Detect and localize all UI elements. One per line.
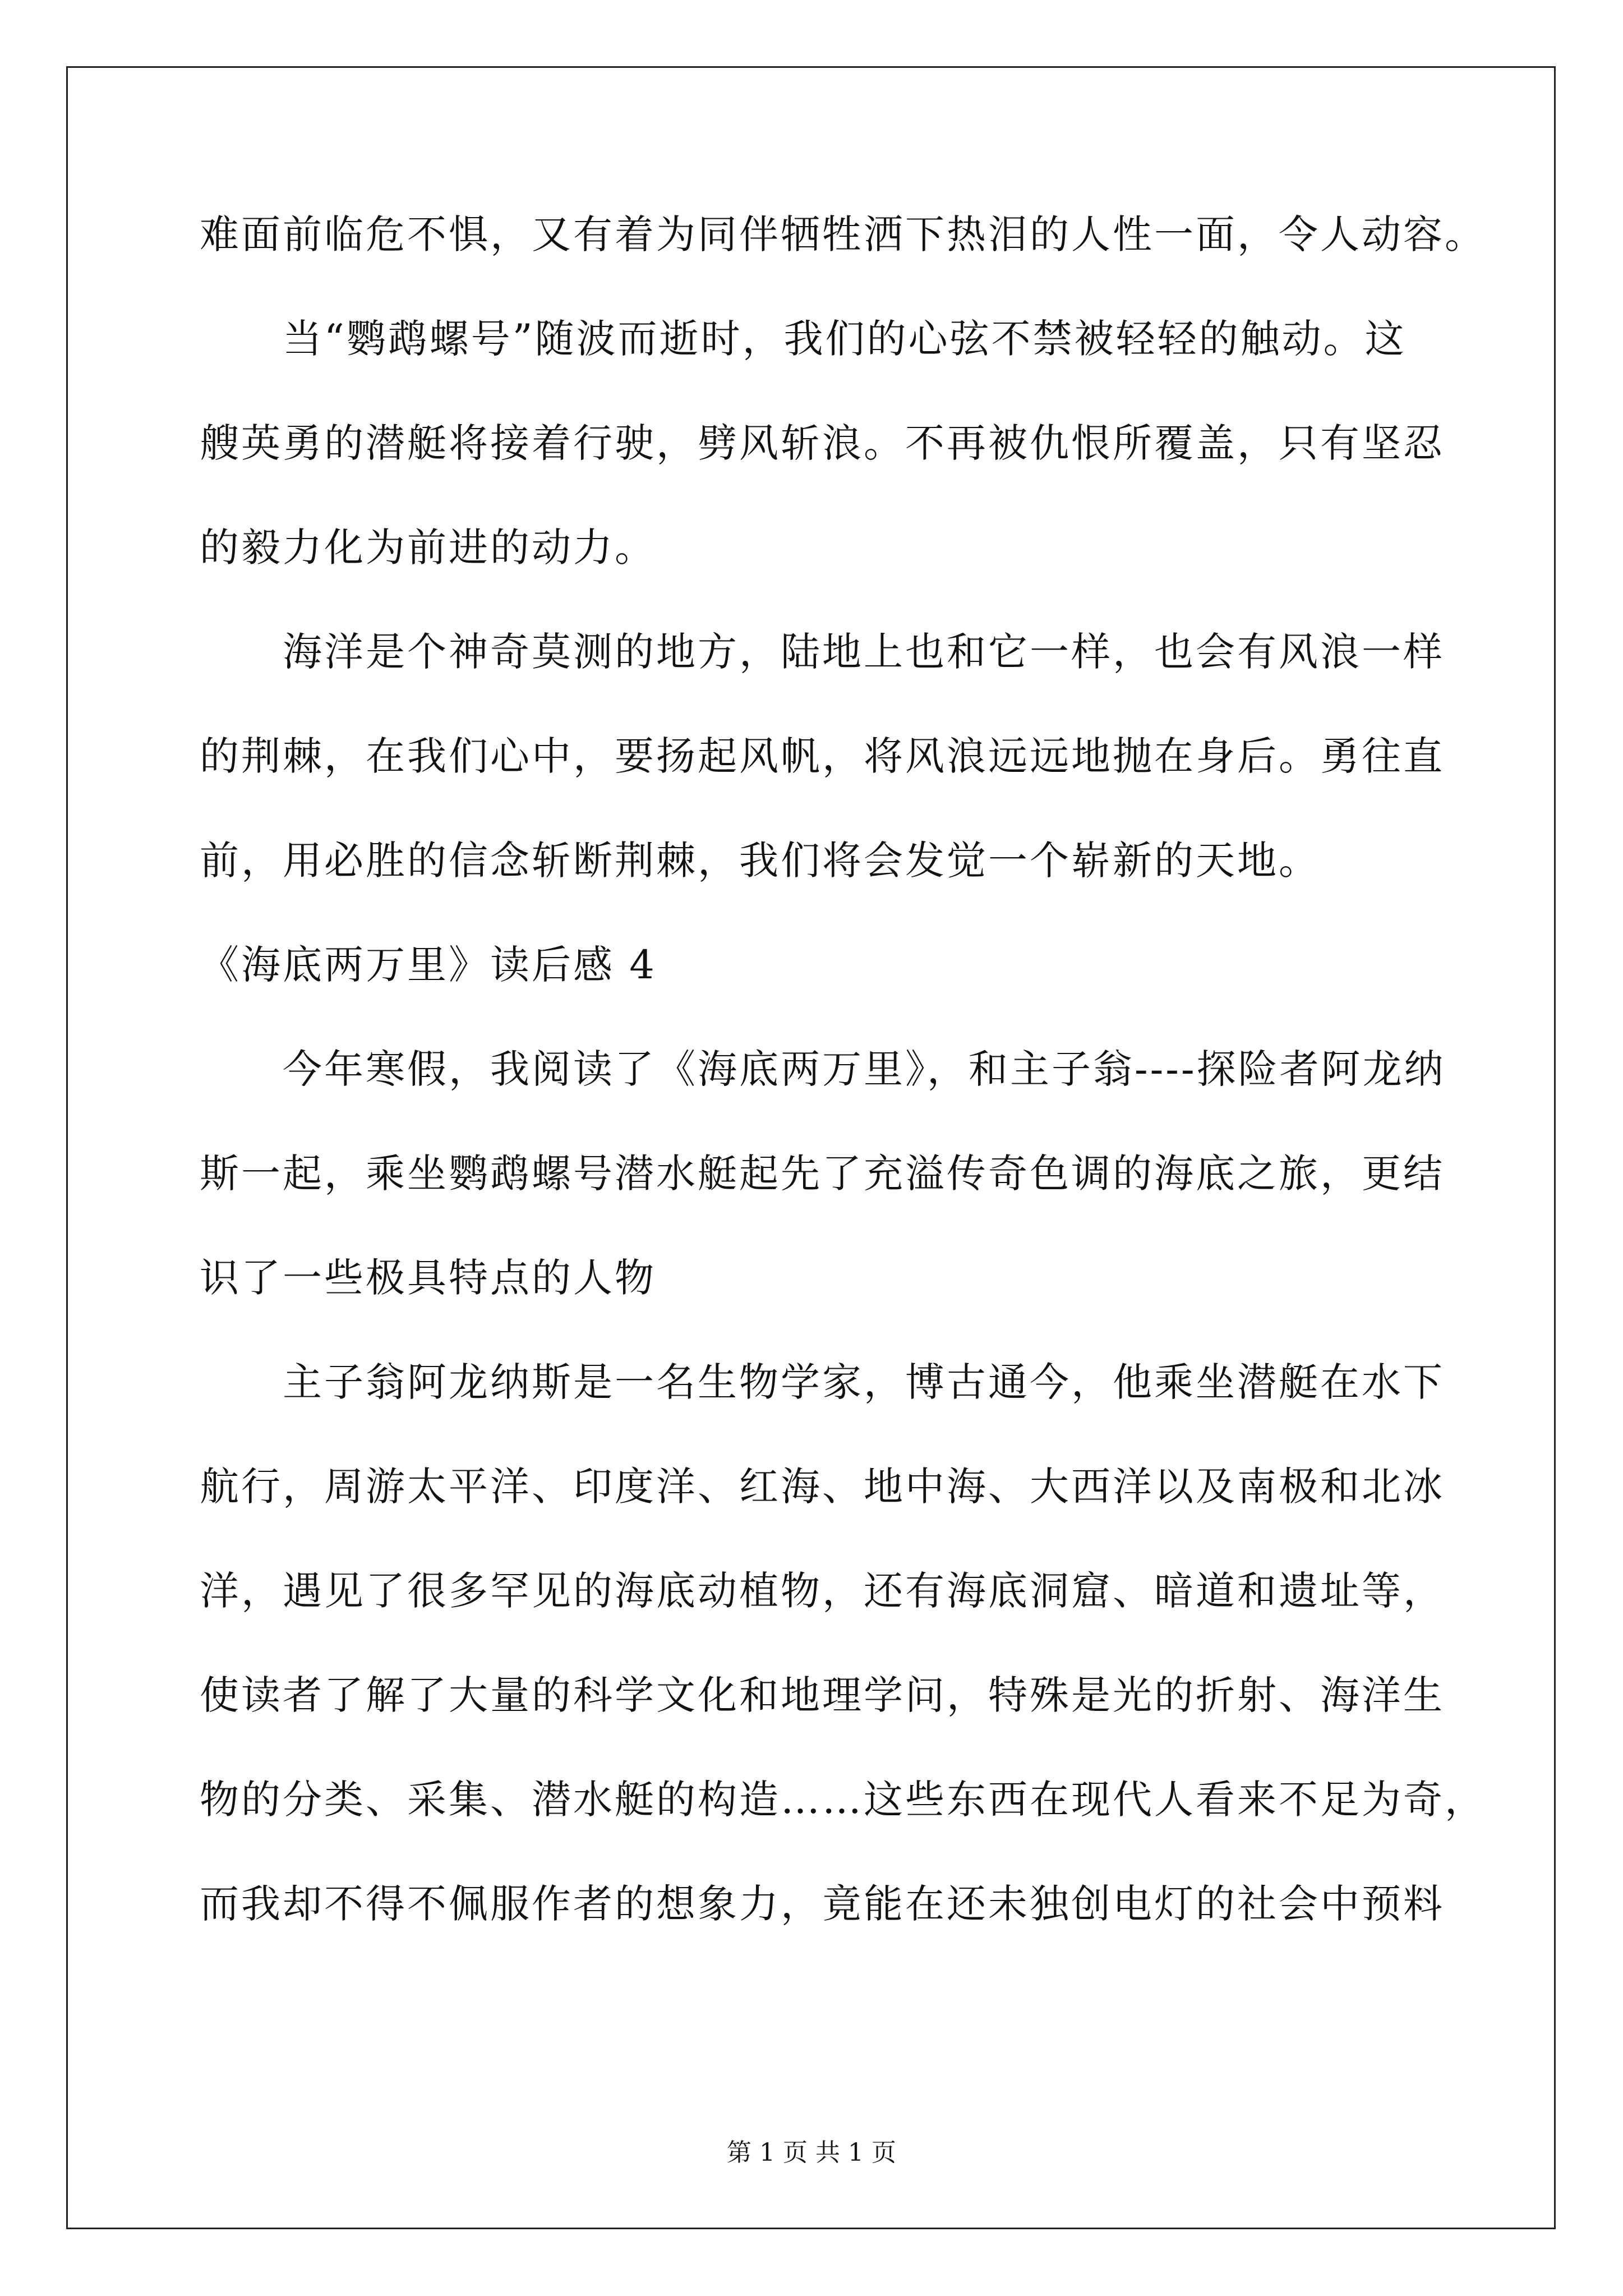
text-line: 而我却不得不佩服作者的想象力，竟能在还未独创电灯的社会中预料 (200, 1881, 1445, 1927)
text-line: 今年寒假，我阅读了《海底两万里》，和主子翁----探险者阿龙纳 (283, 1046, 1446, 1092)
text-line: 主子翁阿龙纳斯是一名生物学家，博古通今，他乘坐潜艇在水下 (283, 1359, 1445, 1405)
text-line: 物的分类、采集、潜水艇的构造……这些东西在现代人看来不足为奇， (200, 1777, 1486, 1823)
page-footer: 第 1 页 共 1 页 (727, 2138, 896, 2167)
text-line: 前，用必胜的信念斩断荆棘，我们将会发觉一个崭新的天地。 (200, 838, 1320, 884)
text-line: 当“鹦鹉螺号”随波而逝时，我们的心弦不禁被轻轻的触动。这 (283, 316, 1407, 362)
text-line: 航行，周游太平洋、印度洋、红海、地中海、大西洋以及南极和北冰 (200, 1464, 1445, 1510)
text-line: 洋，遇见了很多罕见的海底动植物，还有海底洞窟、暗道和遗址等， (200, 1568, 1445, 1614)
text-line: 难面前临危不惧，又有着为同伴牺牲洒下热泪的人性一面，令人动容。 (200, 211, 1486, 257)
text-line: 海洋是个神奇莫测的地方，陆地上也和它一样，也会有风浪一样 (283, 629, 1445, 675)
text-line: 的荆棘，在我们心中，要扬起风帆，将风浪远远地抛在身后。勇往直 (200, 733, 1445, 779)
text-line: 的毅力化为前进的动力。 (200, 524, 656, 570)
section-heading: 《海底两万里》读后感 4 (200, 942, 657, 988)
text-line: 使读者了解了大量的科学文化和地理学问，特殊是光的折射、海洋生 (200, 1672, 1445, 1718)
text-line: 识了一些极具特点的人物 (200, 1255, 656, 1301)
text-line: 艘英勇的潜艇将接着行驶，劈风斩浪。不再被仇恨所覆盖，只有坚忍 (200, 420, 1445, 466)
text-line: 斯一起，乘坐鹦鹉螺号潜水艇起先了充溢传奇色调的海底之旅，更结 (200, 1151, 1445, 1197)
